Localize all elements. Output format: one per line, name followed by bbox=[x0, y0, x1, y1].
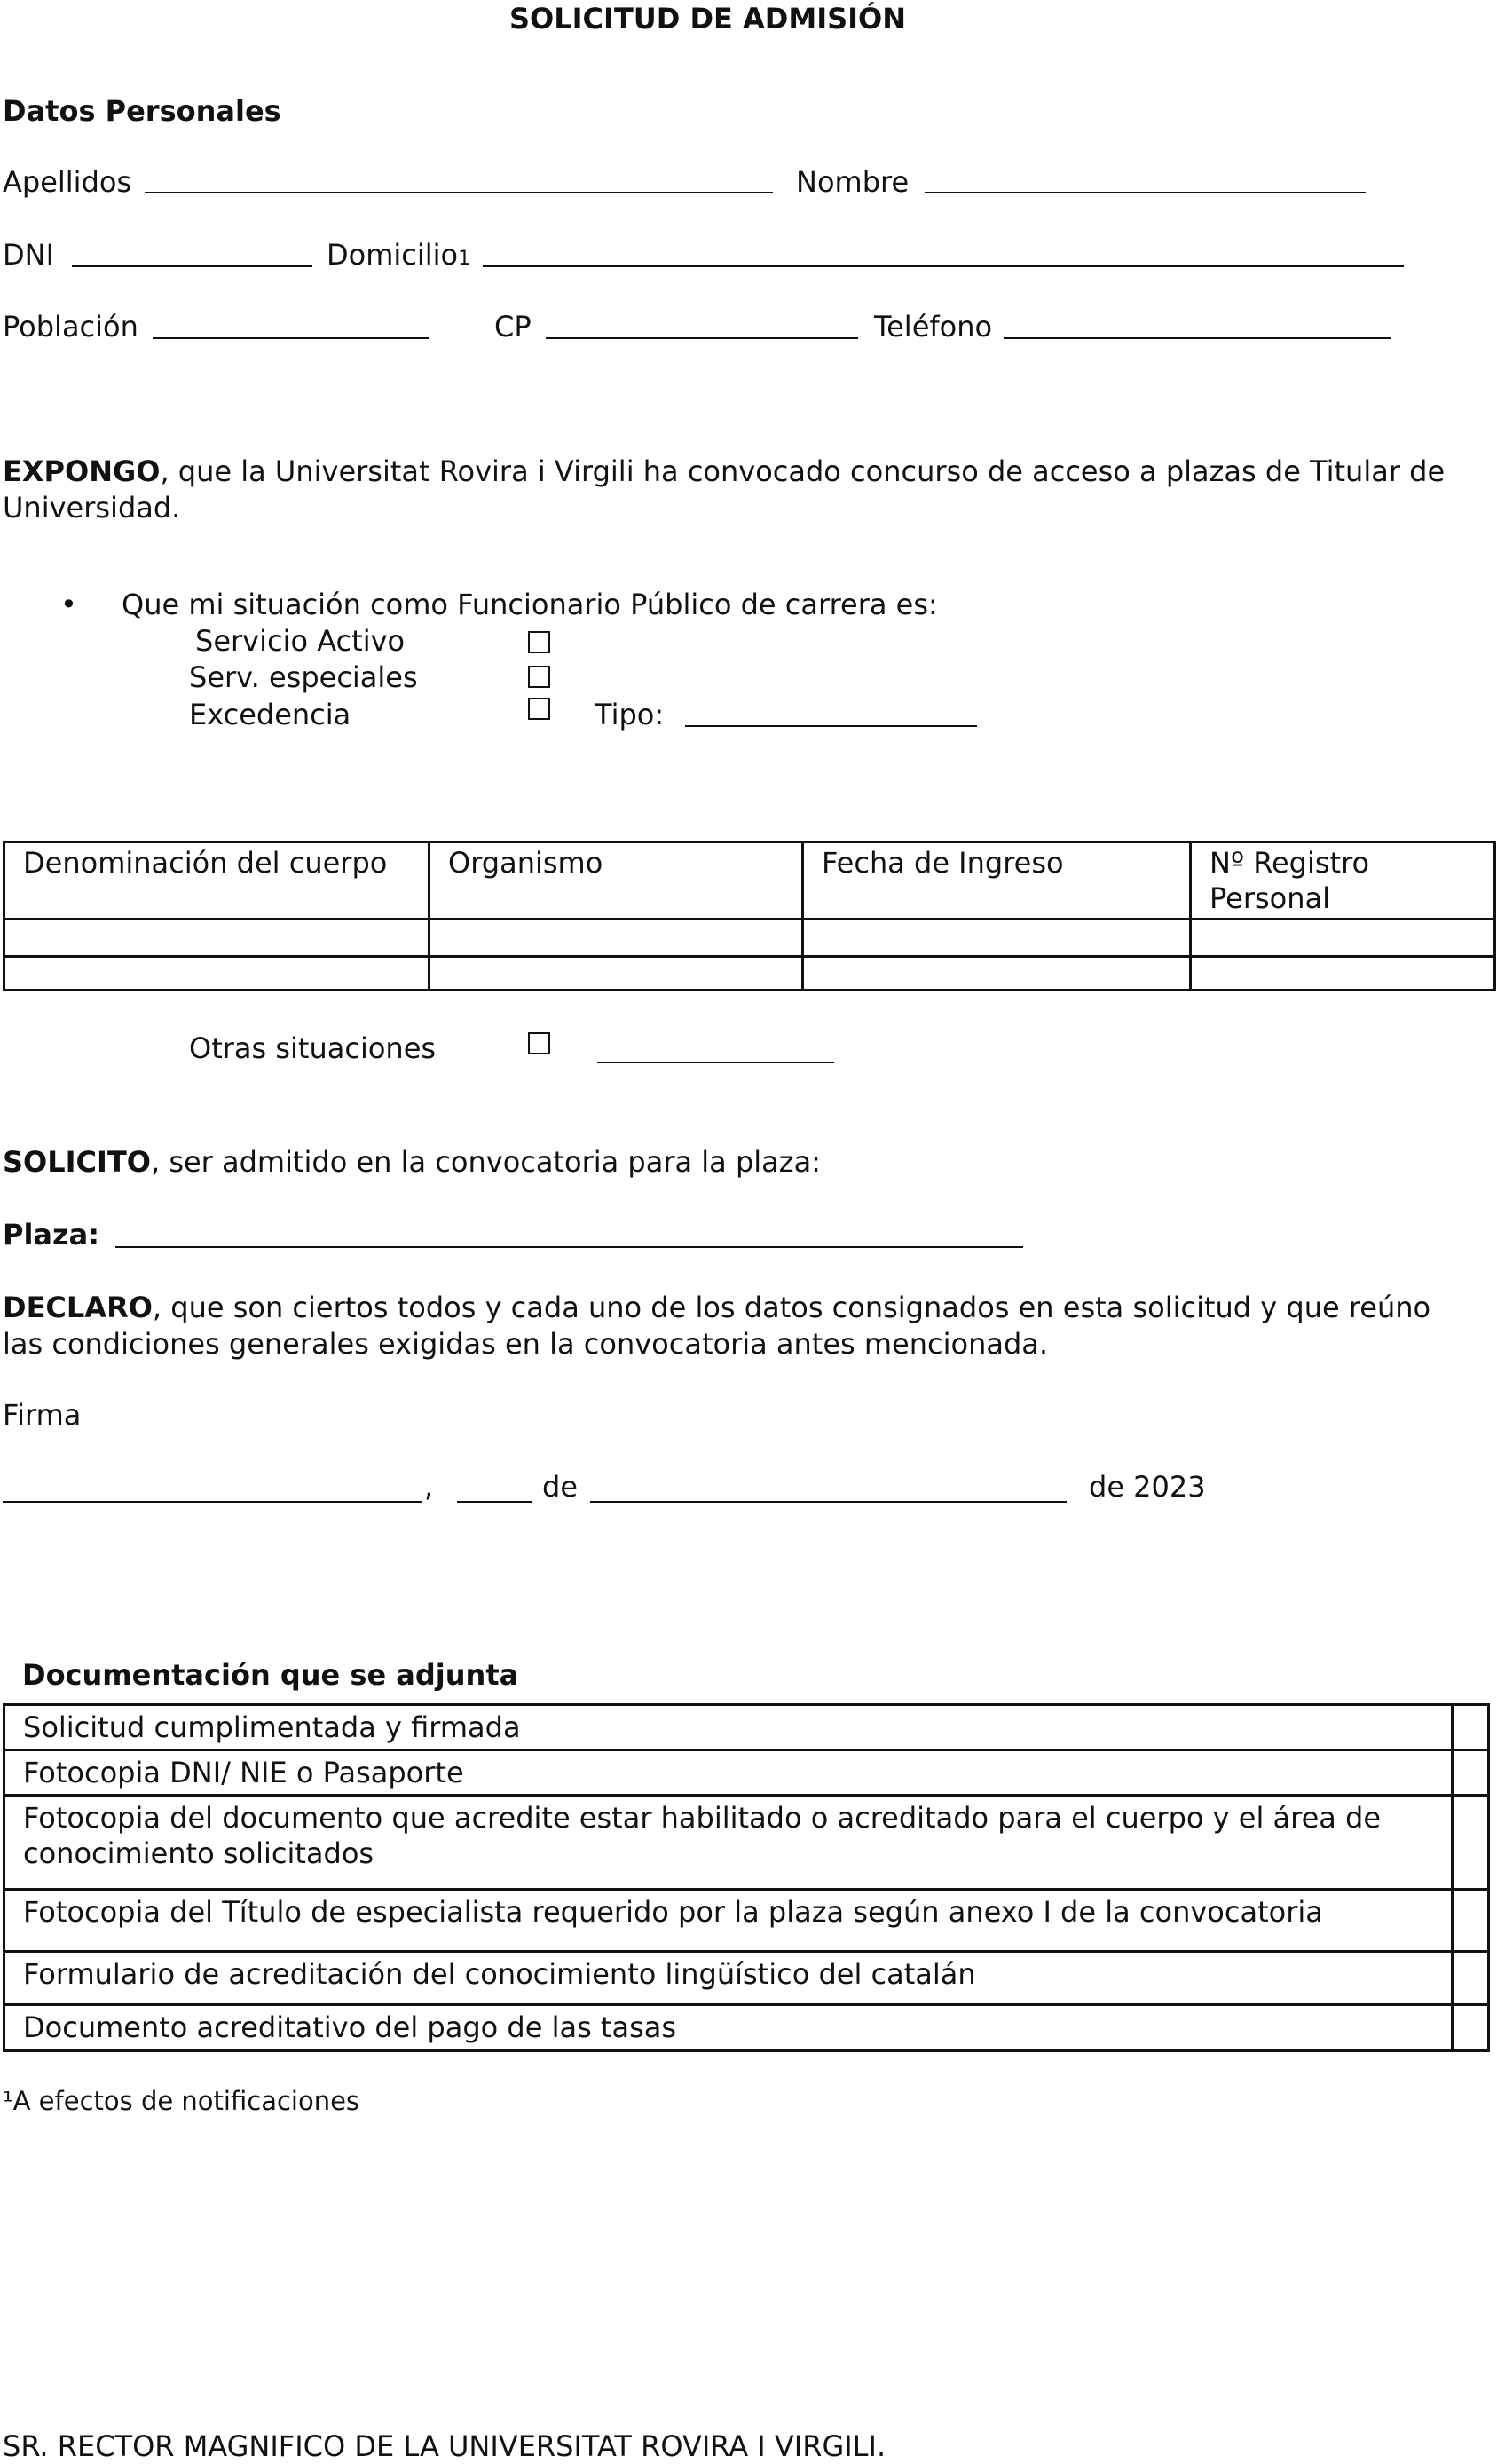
doc-item: Fotocopia del Título de especialista requerido por la plaza según anexo I de la convocatoria bbox=[4, 1890, 1453, 1952]
doc-checkbox[interactable] bbox=[1453, 1750, 1489, 1796]
apellidos-label: Apellidos bbox=[3, 165, 132, 199]
form-title: SOLICITUD DE ADMISIÓN bbox=[509, 2, 907, 36]
day-field[interactable] bbox=[457, 1501, 532, 1503]
dni-field[interactable] bbox=[72, 265, 312, 267]
docs-table bbox=[3, 1703, 1490, 2052]
option-serv-especiales-label: Serv. especiales bbox=[189, 660, 418, 694]
solicito-lead: SOLICITO bbox=[3, 1145, 151, 1179]
option-servicio-activo-label: Servicio Activo bbox=[195, 624, 406, 658]
date-de-label: de bbox=[542, 1470, 578, 1504]
solicito-paragraph bbox=[3, 1145, 821, 1179]
expongo-text: , que la Universitat Rovira i Virgili ha convocado concurso de acceso a plazas de Titular de Universidad. bbox=[3, 454, 1446, 525]
date-comma: , bbox=[424, 1470, 434, 1504]
cp-label: CP bbox=[494, 310, 532, 344]
dni-label: DNI bbox=[3, 238, 55, 272]
nombre-field[interactable] bbox=[925, 192, 1366, 193]
doc-checkbox[interactable] bbox=[1453, 1952, 1489, 2005]
doc-item: Solicitud cumplimentada y firmada bbox=[4, 1705, 1453, 1750]
table-cell[interactable] bbox=[803, 920, 1191, 957]
doc-checkbox[interactable] bbox=[1453, 1890, 1489, 1952]
header-denominacion: Denominación del cuerpo bbox=[4, 842, 429, 920]
month-field[interactable] bbox=[590, 1501, 1067, 1503]
header-fecha-ingreso: Fecha de Ingreso bbox=[803, 842, 1191, 920]
date-year-label: de 2023 bbox=[1089, 1470, 1206, 1504]
domicilio-label: Domicilio1 bbox=[327, 238, 471, 272]
table-row bbox=[4, 1952, 1489, 2005]
declaro-text: , que son ciertos todos y cada uno de los datos consignados en esta solicitud y que reúno las condiciones generales exigidas en la convocatoria antes mencionada. bbox=[3, 1291, 1431, 1361]
plaza-label: Plaza: bbox=[3, 1218, 100, 1252]
nombre-label: Nombre bbox=[796, 165, 910, 199]
bullet: • bbox=[60, 588, 77, 621]
table-row bbox=[4, 1890, 1489, 1952]
excedencia-checkbox[interactable] bbox=[528, 698, 550, 720]
table-row bbox=[4, 1705, 1489, 1750]
doc-item: Documento acreditativo del pago de las tasas bbox=[4, 2005, 1453, 2051]
cp-field[interactable] bbox=[546, 337, 858, 339]
domicilio-field[interactable] bbox=[483, 265, 1404, 267]
expongo-lead: EXPONGO bbox=[3, 454, 161, 488]
table-cell[interactable] bbox=[4, 920, 429, 957]
table-row bbox=[4, 2005, 1489, 2051]
footnote: ¹A efectos de notificaciones bbox=[3, 2086, 360, 2116]
situacion-intro: Que mi situación como Funcionario Público de carrera es: bbox=[122, 588, 938, 621]
table-cell[interactable] bbox=[1191, 920, 1495, 957]
firma-label: Firma bbox=[3, 1398, 82, 1432]
table-row bbox=[4, 842, 1495, 920]
table-row bbox=[4, 920, 1495, 957]
otras-situaciones-label: Otras situaciones bbox=[189, 1031, 437, 1065]
serv-especiales-checkbox[interactable] bbox=[528, 666, 550, 688]
place-field[interactable] bbox=[3, 1501, 422, 1503]
doc-checkbox[interactable] bbox=[1453, 2005, 1489, 2051]
telefono-label: Teléfono bbox=[874, 310, 993, 344]
poblacion-field[interactable] bbox=[153, 337, 429, 339]
tipo-label: Tipo: bbox=[595, 698, 665, 731]
telefono-field[interactable] bbox=[1004, 337, 1391, 339]
doc-checkbox[interactable] bbox=[1453, 1796, 1489, 1890]
plaza-field[interactable] bbox=[115, 1246, 1023, 1248]
table-cell[interactable] bbox=[429, 957, 803, 991]
table-cell[interactable] bbox=[4, 957, 429, 991]
doc-item: Formulario de acreditación del conocimiento lingüístico del catalán bbox=[4, 1952, 1453, 2005]
apellidos-field[interactable] bbox=[145, 192, 773, 193]
table-row bbox=[4, 1750, 1489, 1796]
personal-data-heading: Datos Personales bbox=[3, 94, 281, 128]
poblacion-label: Población bbox=[3, 310, 138, 344]
addressee: SR. RECTOR MAGNIFICO DE LA UNIVERSITAT ROVIRA I VIRGILI. bbox=[3, 2429, 886, 2463]
header-registro-personal: Nº Registro Personal bbox=[1191, 842, 1495, 920]
option-excedencia-label: Excedencia bbox=[189, 698, 351, 731]
table-cell[interactable] bbox=[803, 957, 1191, 991]
footnote-marker: 1 bbox=[458, 248, 471, 270]
table-row bbox=[4, 1796, 1489, 1890]
cuerpo-table bbox=[3, 841, 1496, 991]
declaro-lead: DECLARO bbox=[3, 1291, 153, 1324]
doc-checkbox[interactable] bbox=[1453, 1705, 1489, 1750]
otras-situaciones-checkbox[interactable] bbox=[528, 1032, 550, 1054]
doc-item: Fotocopia DNI/ NIE o Pasaporte bbox=[4, 1750, 1453, 1796]
otras-situaciones-field[interactable] bbox=[597, 1062, 834, 1063]
table-cell[interactable] bbox=[429, 920, 803, 957]
table-cell[interactable] bbox=[1191, 957, 1495, 991]
tipo-field[interactable] bbox=[685, 725, 977, 727]
solicito-text: , ser admitido en la convocatoria para la plaza: bbox=[150, 1145, 821, 1179]
doc-item: Fotocopia del documento que acredite estar habilitado o acreditado para el cuerpo y el área de conocimiento solicitados bbox=[4, 1796, 1453, 1890]
expongo-paragraph bbox=[3, 454, 1476, 526]
header-organismo: Organismo bbox=[429, 842, 803, 920]
table-row bbox=[4, 957, 1495, 991]
declaro-paragraph bbox=[3, 1290, 1476, 1362]
docs-heading: Documentación que se adjunta bbox=[22, 1658, 519, 1692]
servicio-activo-checkbox[interactable] bbox=[528, 631, 550, 653]
